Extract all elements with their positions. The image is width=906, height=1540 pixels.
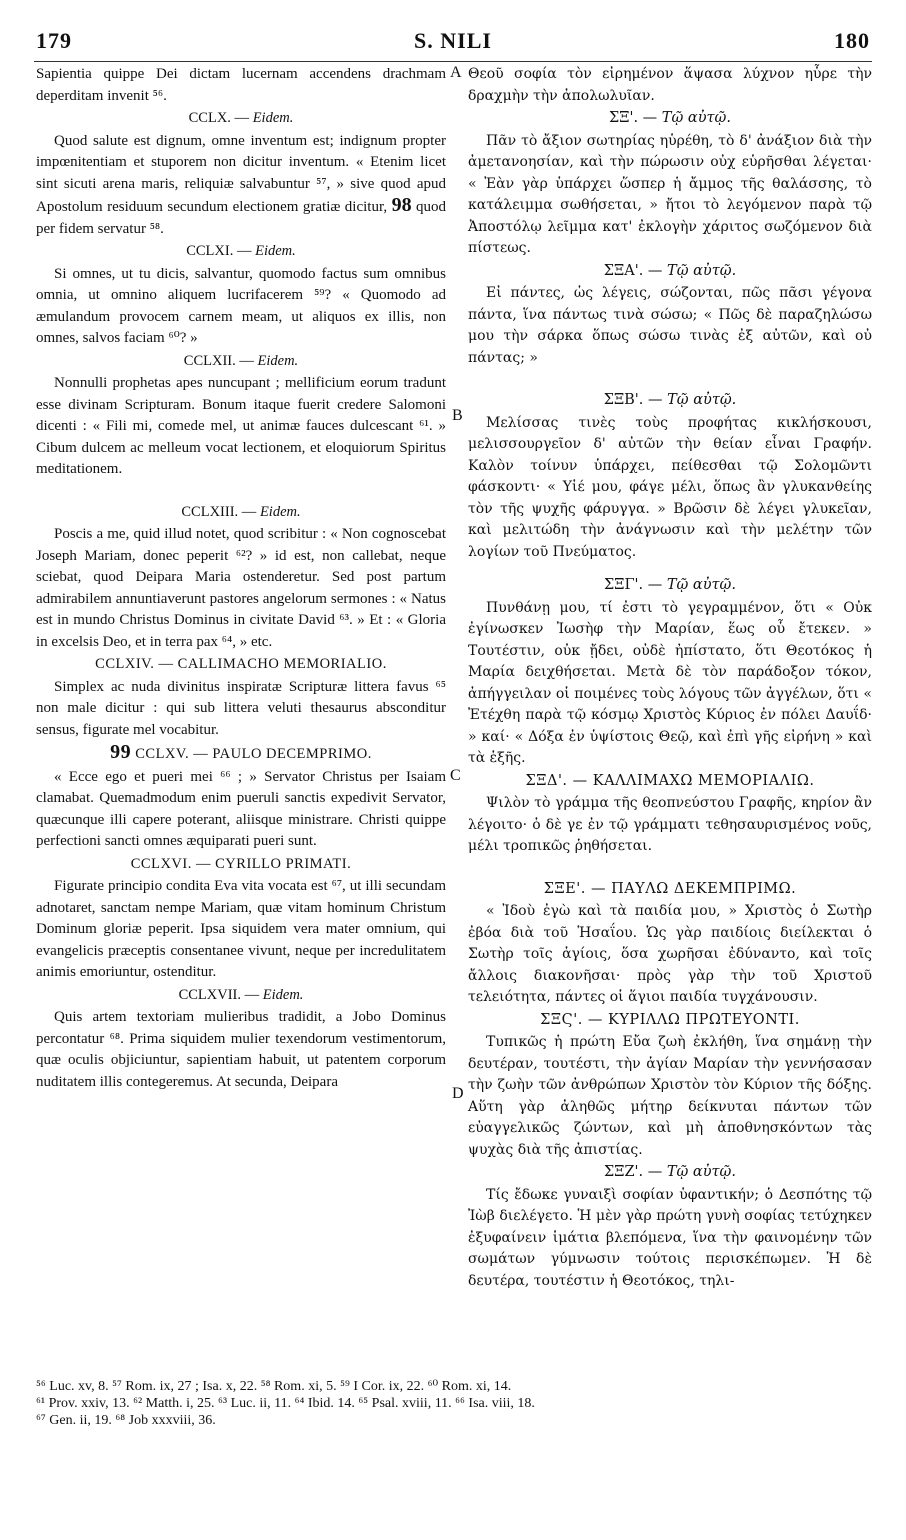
paragraph [468,1032,872,1161]
section-addressee: CYRILLO PRIMATI. [215,855,352,872]
footnotes [36,1378,872,1429]
paragraph-text: Simplex ac nuda divinitus inspiratæ Scripturæ littera favus ⁶⁵ non male dicitur : qui sub littera veluti thesaurus absconditur sensus, figurate mel vocabitur. [36,678,446,738]
left-page-number: 179 [36,28,72,53]
section-number: ΣΞΓ'. — [603,577,667,593]
paragraph [468,1185,872,1293]
section-addressee: Τῷ αὐτῷ. [666,1164,736,1180]
paragraph-text: « Ecce ego et pueri mei ⁶⁶ ; » Servator Christus per Isaiam clamabat. Quemadmodum enim pueruli sanctis expedivit Servator, quæcunque illi capere poterant, aliisque ministrare. Christi quippe perfectioni sancti omnes æquiparati pueri sunt. [36,768,446,849]
section-heading [468,261,872,283]
section-number: ΣΞΒ'. — [603,392,668,408]
paragraph-text: Quis artem textoriam mulieribus tradidit, a Jobo Dominus percontatur ⁶⁸. Prima siquidem mulier texendorum vestimentorum, quæ oculis objiciuntur, sapientiam habuit, ut patentem corporum nuditatem illis contegeremus. At secunda, Deipara [36,1009,446,1090]
footnote-line: ⁶⁷ Gen. ii, 19. ⁶⁸ Job xxxviii, 36. [36,1413,216,1428]
paragraph [468,64,872,107]
section-addressee: Eidem. [259,503,301,520]
section-number: ΣΞϚ'. — [540,1011,609,1028]
paragraph [36,264,446,350]
running-title: S. NILI [414,28,492,53]
paragraph-text: Ψιλὸν τὸ γράμμα τῆς θεοπνεύστου Γραφῆς, κηρίον ἂν λέγοιτο· ὁ δὲ γε ἐν τῷ γράμματι τεθησαυρισμένος νοῦς, μέλι τροπικῶς ῥηθήσεται. [468,795,872,854]
section-heading [36,351,446,373]
section-addressee: CALLIMACHO MEMORIALIO. [177,656,387,672]
header-rule [34,61,872,62]
right-page-number: 180 [834,28,870,53]
paragraph [36,1007,446,1093]
paragraph-text: Quod salute est dignum, omne inventum est; indignum propter impœnitentiam et stuporem non dicitur inventum. « Etenim licet sint sicuti arena maris, reliquiæ salvabuntur ⁵⁷, » sive quod apud Apostolum residuum secundum electionem gratiæ dicitur, [36,132,446,215]
paragraph-text: Poscis a me, quid illud notet, quod scribitur : « Non cognoscebat Joseph Mariam, donec peperit ⁶²? » id est, non callebat, neque sciebat, quod Deipara Maria ostenderetur. Sed post partum admirabilem annuntiaverunt pastores angelorum sermones : « Natus est in mundo Christus Dominus in civitate David ⁶³. » Et : « Gloria in excelsis Deo, et in terra pax ⁶⁴, » etc. [36,526,446,650]
paragraph-text: Si omnes, ut tu dicis, salvantur, quomodo factus sum omnibus omnia, ut omnino aliquem lucrifacerem ⁵⁹? « Quomodo ad æmulandum provocem carnem meam, ut aliquos ex illis, non omnes, salvos faciam ⁶⁰? » [36,265,446,346]
paragraph [36,876,446,984]
section-addressee: PAULO DECEMPRIMO. [212,746,372,762]
paragraph [36,64,446,107]
latin-column [36,64,446,1093]
margin-page-number: 99 [110,741,132,763]
section-heading [36,241,446,263]
paragraph-text: Θεοῦ σοφία τὸν εἰρημένον ἅψασα λύχνον ηὗρε τὴν δραχμὴν τὴν ἀπολωλυῖαν. [468,66,872,104]
section-number: CCLX. — [188,110,253,126]
section-addressee: ΠΑΥΛΩ ΔΕΚΕΜΠΡΙΜΩ. [611,880,797,897]
margin-letter-a: A [450,64,462,81]
paragraph-text: Τυπικῶς ἡ πρώτη Εὔα ζωὴ ἐκλήθη, ἵνα σημάνῃ τὴν δευτέραν, τουτέστι, τὴν ἁγίαν Μαρίαν τὴν γεννήσασαν τὴν ζωὴν τῶν ἀνθρώπων Χριστὸν τὸν Κύριον τῆς δόξης. Αὕτη γὰρ ἀληθῶς μήτηρ δείκνυται πάντων τῶν εὐαγγελικῶς ζώντων, καὶ μὴ ἀποθνησκόντων τὰς ψυχὰς διὰ τῆς ἀπιστίας. [468,1034,872,1158]
margin-letter-d: D [452,1085,464,1102]
section-heading [468,108,872,130]
paragraph-text: Πᾶν τὸ ἄξιον σωτηρίας ηὑρέθη, τὸ δ' ἀνάξιον διὰ τὴν ἀμετανοησίαν, καὶ τὴν πώρωσιν οὐχ εὑρῆσθαι λέγεται· « Ἐὰν γὰρ ὑπάρχει ὥσπερ ἡ ἄμμος τῆς θαλάσσης, τὸ κατάλειμμα σωθήσεται, » ἤτοι τὸ λεγόμενον παρὰ τῷ Ἀποστόλῳ λεῖμμα κατ' ἐκλογὴν χάριτος σωζόμενον διὰ πίστεως. [468,132,872,256]
paragraph [468,131,872,260]
paragraph [36,524,446,653]
paragraph-text: Εἰ πάντες, ὡς λέγεις, σώζονται, πῶς πᾶσι γέγονα πάντα, ἵνα πάντως τινὰ σώσω; « Πῶς δὲ παραζηλώσω μου τὴν σάρκα ὅπως σώσω τινὰς ἐξ αὐτῶν, καὶ οὐ πάντας; » [468,285,872,366]
section-addressee: Τῷ αὐτῷ. [661,110,731,126]
margin-page-number: 98 [391,194,412,216]
section-heading [36,108,446,130]
section-addressee: ΚΑΛΛΙΜΑΧΩ ΜΕΜΟΡΙΑΛΙΩ. [592,772,815,789]
paragraph [36,767,446,853]
section-number: CCLXII. — [183,352,258,369]
section-addressee: Eidem. [255,243,296,259]
paragraph-text: Nonnulli prophetas apes nuncupant ; mellificium eorum tradunt esse divinam Scripturam. Bonum itaque fuerit credere Salomoni dicenti : « Fili mi, comede mel, ut animæ fauces dulcescant ⁶¹. » Cibum dulcem ac melleum vocat lectionem, et eloquiorum Spiritus meditationem. [36,375,446,477]
section-heading [468,1162,872,1184]
paragraph [468,598,872,770]
section-heading [468,879,872,901]
section-addressee: Eidem. [257,352,299,369]
footnote-line: ⁵⁶ Luc. xv, 8. ⁵⁷ Rom. ix, 27 ; Isa. x, 22. ⁵⁸ Rom. xi, 5. ⁵⁹ I Cor. ix, 22. ⁶⁰ Rom. xi, 14. [36,1379,512,1394]
paragraph [36,131,446,241]
section-heading [36,502,446,524]
section-heading [468,1010,872,1032]
paragraph-text: Sapientia quippe Dei dictam lucernam accendens drachmam deperditam invenit ⁵⁶. [36,66,446,104]
section-heading [468,771,872,793]
section-number: ΣΞ'. — [609,110,662,126]
section-number: CCLXIII. — [181,503,260,520]
margin-letter-b: B [452,407,463,424]
margin-letter-c: C [450,767,461,784]
paragraph [468,413,872,564]
section-addressee: Τῷ αὐτῷ. [667,262,737,279]
paragraph-text: Μελίσσας τινὲς τοὺς προφήτας κικλήσκουσι, μελισσουργεῖον δ' αὐτῶν τὴν θείαν εἶναι Γραφήν. Καλὸν τοίνυν ὑπάρχει, πείθεσθαι τῷ Σολομῶντι φάσκοντι· « Υἱέ μου, φάγε μέλι, ὅπως ἂν γλυκανθείης τὸν τῆς ψυχῆς φάρυγγα. » Βρῶσιν δὲ λέγει γλυκεῖαν, καὶ μελιτώδη τὴν ἀνάγνωσιν καὶ τὴν μελέτην τῶν λογίων τοῦ Πνεύματος. [468,414,872,560]
paragraph-text: Figurate principio condita Eva vita vocata est ⁶⁷, ut illi secundam adnotaret, sanctam nempe Mariam, quæ vitam hominum Christum Dominum gloriæ peperit. Ipsa siquidem vera mater omnium, qui evangelicis præceptis consentanee vivunt, neque per incredulitatem animis emoriuntur, ostenditur. [36,878,446,980]
paragraph-text: « Ἰδοὺ ἐγὼ καὶ τὰ παιδία μου, » Χριστὸς ὁ Σωτὴρ ἐβόα διὰ τοῦ Ἡσαΐου. Ὡς γὰρ παιδίοις διείλεκται ὁ Σωτὴρ τοῖς ἁγίοις, ὅσα χωρῆσαι ἐδύναντο, καὶ τοῖς ἄλλοις διακονῆσαι· πρὸς γὰρ τὴν τοῦ Χριστοῦ τελειότητα, πάντες οἱ ἅγιοι παιδία τυγχάνουσιν. [468,903,872,1005]
paragraph [36,677,446,742]
section-number: CCLXVI. — [130,855,216,872]
paragraph [468,793,872,858]
section-addressee: Τῷ αὐτῷ. [666,577,736,593]
section-number: ΣΞΑ'. — [603,262,668,279]
section-number: CCLXV. — [131,746,213,762]
section-addressee: ΚΥΡΙΛΛΩ ΠΡΩΤΕΥΟΝΤΙ. [608,1011,800,1028]
section-heading [36,985,446,1007]
paragraph-text: quod per fidem servatur ⁵⁸. [36,199,447,237]
section-heading [36,742,446,766]
section-number: CCLXVII. — [178,986,263,1003]
paragraph [36,373,446,481]
section-heading [468,575,872,597]
section-number: ΣΞΕ'. — [543,880,612,897]
section-heading [468,390,872,412]
paragraph-text: Πυνθάνῃ μου, τί ἐστι τὸ γεγραμμένον, ὅτι « Οὐκ ἐγίνωσκεν Ἰωσὴφ τὴν Μαρίαν, ἕως οὗ ἔτεκεν. » Τουτέστιν, οὐκ ᾔδει, οὐδὲ ἠπίστατο, ὅτι Θεοτόκος ἡ Μαρία δειχθήσεται. Μετὰ δὲ τὸν παράδοξον τόκον, ἀπήγγειλαν οἱ ποιμένες τοὺς λόγους τῶν ἀγγέλων, ὅτι « Ἐτέχθη παρὰ τῷ κόσμῳ Χριστὸς Κύριος ἐν πόλει Δαυΐδ· » καί· « Δόξα ἐν ὑψίστοις Θεῷ, καὶ ἐπὶ γῆς εἰρήνη » καὶ τὰ ἑξῆς. [468,599,872,766]
paragraph [468,901,872,1009]
paragraph-text: Τίς ἔδωκε γυναιξὶ σοφίαν ὑφαντικήν; ὁ Δεσπότης τῷ Ἰὼβ διελέγετο. Ἡ μὲν γὰρ πρώτη γυνὴ σοφίας τετύχηκεν ἐξυφαίνειν ἱμάτια βλεπόμενα, ἵνα τὴν φαινομένην τῶν σωμάτων γύμνωσιν τούτοις περισκέπωμεν. Ἡ δὲ δευτέρα, τουτέστιν ἡ Θεοτόκος, τηλι- [468,1186,872,1289]
section-addressee: Τῷ αὐτῷ. [667,392,737,408]
section-number: CCLXI. — [186,243,256,259]
footnote-line: ⁶¹ Prov. xxiv, 13. ⁶² Matth. i, 25. ⁶³ Luc. ii, 11. ⁶⁴ Ibid. 14. ⁶⁵ Psal. xviii, 11. ⁶⁶ Isa. viii, 18. [36,1396,535,1411]
section-addressee: Eidem. [262,986,304,1003]
section-number: ΣΞΔ'. — [525,772,593,789]
paragraph [468,283,872,369]
section-addressee: Eidem. [252,110,294,126]
section-heading [36,854,446,876]
greek-column [468,64,872,1292]
section-number: ΣΞΖ'. — [603,1164,667,1180]
section-heading [36,654,446,676]
section-number: CCLXIV. — [95,656,178,672]
